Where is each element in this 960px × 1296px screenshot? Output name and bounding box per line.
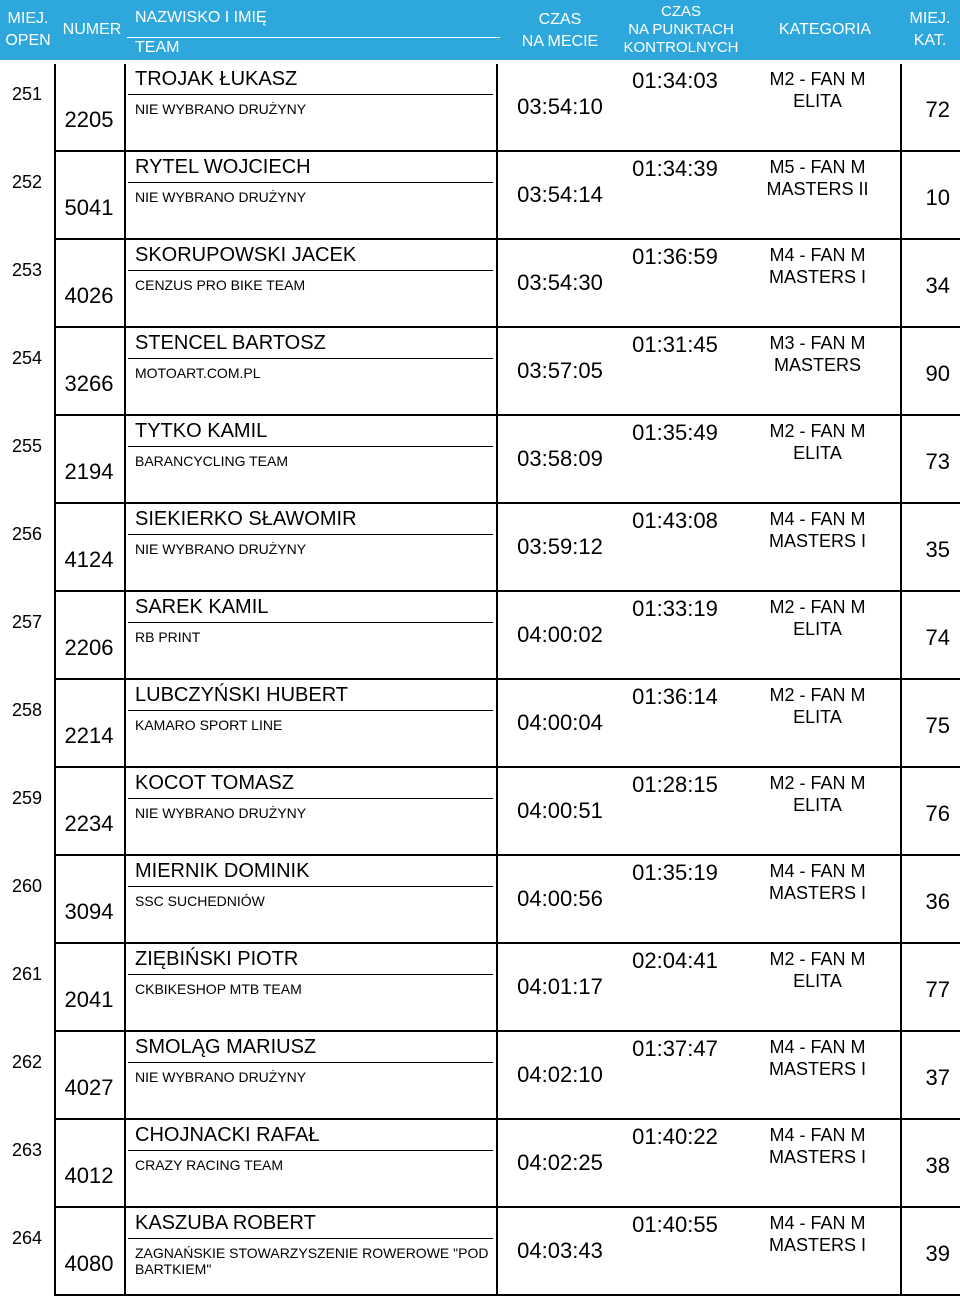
category-position: 39 xyxy=(925,1241,950,1266)
race-number: 2194 xyxy=(64,459,114,484)
table-row xyxy=(0,1208,960,1296)
rider-name: SIEKIERKO SŁAWOMIR xyxy=(135,508,357,530)
category-class: ELITA xyxy=(793,619,842,639)
row-position: 259 xyxy=(11,788,43,808)
border-name-team xyxy=(128,1150,493,1151)
category-code xyxy=(735,1124,900,1168)
rider-name: KASZUBA ROBERT xyxy=(135,1212,316,1234)
header-time-line1: CZAS xyxy=(538,11,582,28)
border-name-team xyxy=(128,446,493,447)
race-number: 4124 xyxy=(64,547,114,572)
category-position: 37 xyxy=(925,1065,950,1090)
border-num-name xyxy=(124,856,126,944)
rider-name: STENCEL BARTOSZ xyxy=(135,332,326,354)
header-num-text: NUMER xyxy=(62,21,122,38)
table-row xyxy=(0,944,960,1032)
header-name-text: NAZWISKO I IMIĘ xyxy=(135,9,267,26)
checkpoint-time: 01:35:49 xyxy=(632,420,718,445)
category-group: M4 - FAN M xyxy=(769,1213,866,1233)
finish-time: 04:01:17 xyxy=(517,974,603,999)
category-class: MASTERS xyxy=(773,355,861,375)
border-name-team xyxy=(128,710,493,711)
finish-time: 03:59:12 xyxy=(517,534,603,559)
header-pos-line2: OPEN xyxy=(5,32,51,49)
rider-name: LUBCZYŃSKI HUBERT xyxy=(135,684,349,706)
team-name: MOTOART.COM.PL xyxy=(135,365,261,381)
table-row xyxy=(0,504,960,592)
checkpoint-time: 01:36:59 xyxy=(632,244,718,269)
table-row xyxy=(0,592,960,680)
border-name-time xyxy=(496,856,498,944)
category-code xyxy=(735,68,900,112)
race-number: 4012 xyxy=(64,1163,114,1188)
header-catpos-line2: KAT. xyxy=(913,32,947,49)
table-row xyxy=(0,856,960,944)
header-name xyxy=(127,7,345,29)
category-class: ELITA xyxy=(793,707,842,727)
row-position: 261 xyxy=(11,964,43,984)
category-group: M2 - FAN M xyxy=(769,949,866,969)
category-class: MASTERS I xyxy=(768,1235,866,1255)
border-name-time xyxy=(496,768,498,856)
header-time-line2: NA MECIE xyxy=(521,33,599,50)
checkpoint-time: 01:35:19 xyxy=(632,860,718,885)
border-name-team xyxy=(128,534,493,535)
rider-name: TROJAK ŁUKASZ xyxy=(135,68,298,90)
category-code xyxy=(735,508,900,552)
race-number: 3266 xyxy=(64,371,114,396)
category-position: 36 xyxy=(925,889,950,914)
border-name-team xyxy=(128,94,493,95)
border-num-name xyxy=(124,416,126,504)
category-class: ELITA xyxy=(793,443,842,463)
row-position: 251 xyxy=(11,84,43,104)
checkpoint-time: 01:33:19 xyxy=(632,596,718,621)
category-position: 10 xyxy=(925,185,950,210)
race-number: 4027 xyxy=(64,1075,114,1100)
border-name-time xyxy=(496,1208,498,1296)
border-num-name xyxy=(124,768,126,856)
header-finish-time xyxy=(500,9,620,53)
race-number: 5041 xyxy=(64,195,114,220)
border-num-name xyxy=(124,1208,126,1296)
category-group: M4 - FAN M xyxy=(769,509,866,529)
rider-name: CHOJNACKI RAFAŁ xyxy=(135,1124,320,1146)
header-number xyxy=(56,19,128,41)
team-name: BARANCYCLING TEAM xyxy=(135,453,288,469)
border-name-time xyxy=(496,416,498,504)
table-header xyxy=(0,0,960,60)
category-position: 35 xyxy=(925,537,950,562)
table-row xyxy=(0,240,960,328)
finish-time: 04:03:43 xyxy=(517,1238,603,1263)
row-position: 254 xyxy=(11,348,43,368)
team-name: NIE WYBRANO DRUŻYNY xyxy=(135,541,307,557)
rider-name: RYTEL WOJCIECH xyxy=(135,156,311,178)
team-name: NIE WYBRANO DRUŻYNY xyxy=(135,805,307,821)
border-name-time xyxy=(496,328,498,416)
border-name-team xyxy=(128,358,493,359)
category-code xyxy=(735,1036,900,1080)
border-num-name xyxy=(124,504,126,592)
row-position: 262 xyxy=(11,1052,43,1072)
team-name: NIE WYBRANO DRUŻYNY xyxy=(135,101,307,117)
checkpoint-time: 01:40:22 xyxy=(632,1124,718,1149)
category-group: M5 - FAN M xyxy=(769,157,866,177)
border-name-team xyxy=(128,1062,493,1063)
finish-time: 04:02:10 xyxy=(517,1062,603,1087)
team-name: RB PRINT xyxy=(135,629,201,645)
border-name-time xyxy=(496,1032,498,1120)
row-position: 257 xyxy=(11,612,43,632)
category-group: M3 - FAN M xyxy=(769,333,866,353)
category-code xyxy=(735,684,900,728)
header-cp-line3: KONTROLNYCH xyxy=(623,39,739,56)
header-category-text: KATEGORIA xyxy=(778,21,872,38)
category-group: M4 - FAN M xyxy=(769,1037,866,1057)
team-name: NIE WYBRANO DRUŻYNY xyxy=(135,189,307,205)
category-group: M4 - FAN M xyxy=(769,1125,866,1145)
table-row xyxy=(0,152,960,240)
table-row xyxy=(0,64,960,152)
category-code xyxy=(735,244,900,288)
rider-name: KOCOT TOMASZ xyxy=(135,772,294,794)
border-name-team xyxy=(128,270,493,271)
category-code xyxy=(735,1212,900,1256)
table-row xyxy=(0,416,960,504)
rider-name: SAREK KAMIL xyxy=(135,596,269,618)
table-row xyxy=(0,768,960,856)
checkpoint-time: 01:31:45 xyxy=(632,332,718,357)
category-code xyxy=(735,420,900,464)
category-class: ELITA xyxy=(793,971,842,991)
finish-time: 03:58:09 xyxy=(517,446,603,471)
rider-name: SMOLĄG MARIUSZ xyxy=(135,1036,317,1058)
border-name-time xyxy=(496,64,498,152)
rider-name: TYTKO KAMIL xyxy=(135,420,268,442)
border-name-team xyxy=(128,974,493,975)
rider-name: MIERNIK DOMINIK xyxy=(135,860,310,882)
category-class: MASTERS I xyxy=(768,883,866,903)
finish-time: 03:57:05 xyxy=(517,358,603,383)
border-num-name xyxy=(124,328,126,416)
border-name-team xyxy=(128,622,493,623)
category-position: 34 xyxy=(925,273,950,298)
category-group: M4 - FAN M xyxy=(769,861,866,881)
finish-time: 04:00:02 xyxy=(517,622,603,647)
checkpoint-time: 01:28:15 xyxy=(632,772,718,797)
category-code xyxy=(735,948,900,992)
category-group: M2 - FAN M xyxy=(769,69,866,89)
category-group: M2 - FAN M xyxy=(769,421,866,441)
header-cp-line2: NA PUNKTACH xyxy=(628,21,734,38)
team-name: CENZUS PRO BIKE TEAM xyxy=(135,277,306,293)
border-num-name xyxy=(124,592,126,680)
race-number: 2214 xyxy=(64,723,114,748)
border-name-team xyxy=(128,886,493,887)
border-name-time xyxy=(496,680,498,768)
header-team xyxy=(127,37,235,59)
category-class: MASTERS I xyxy=(768,1147,866,1167)
category-class: MASTERS I xyxy=(768,1059,866,1079)
finish-time: 03:54:14 xyxy=(517,182,603,207)
team-name: NIE WYBRANO DRUŻYNY xyxy=(135,1069,307,1085)
category-position: 74 xyxy=(925,625,950,650)
race-number: 3094 xyxy=(64,899,114,924)
race-number: 4080 xyxy=(64,1251,114,1276)
row-position: 252 xyxy=(11,172,43,192)
border-num-name xyxy=(124,1120,126,1208)
race-number: 2206 xyxy=(64,635,114,660)
category-class: MASTERS I xyxy=(768,267,866,287)
finish-time: 03:54:10 xyxy=(517,94,603,119)
row-position: 255 xyxy=(11,436,43,456)
row-position: 260 xyxy=(11,876,43,896)
row-position: 256 xyxy=(11,524,43,544)
border-num-name xyxy=(124,240,126,328)
table-row xyxy=(0,328,960,416)
header-position-open xyxy=(0,8,56,52)
category-position: 76 xyxy=(925,801,950,826)
team-name: ZAGNAŃSKIE STOWARZYSZENIE ROWEROWE "POD BARTKIEM" xyxy=(135,1245,489,1277)
row-position: 264 xyxy=(11,1228,43,1248)
race-number: 2205 xyxy=(64,107,114,132)
checkpoint-time: 02:04:41 xyxy=(632,948,718,973)
row-position: 263 xyxy=(11,1140,43,1160)
table-row xyxy=(0,680,960,768)
finish-time: 04:00:56 xyxy=(517,886,603,911)
team-name: CKBIKESHOP MTB TEAM xyxy=(135,981,302,997)
header-cp-line1: CZAS xyxy=(660,3,701,20)
header-category-position xyxy=(900,8,960,52)
border-name-team xyxy=(128,182,493,183)
border-num-name xyxy=(124,1032,126,1120)
race-number: 2041 xyxy=(64,987,114,1012)
border-name-time xyxy=(496,504,498,592)
category-group: M4 - FAN M xyxy=(769,245,866,265)
table-row xyxy=(0,1032,960,1120)
rider-name: ZIĘBIŃSKI PIOTR xyxy=(135,948,299,970)
category-code xyxy=(735,596,900,640)
header-checkpoint-time xyxy=(615,3,747,57)
header-catpos-line1: MIEJ. xyxy=(909,10,951,27)
checkpoint-time: 01:34:03 xyxy=(632,68,718,93)
category-code xyxy=(735,156,900,200)
category-class: ELITA xyxy=(793,795,842,815)
border-name-time xyxy=(496,152,498,240)
category-class: MASTERS I xyxy=(768,531,866,551)
row-position: 253 xyxy=(11,260,43,280)
category-code xyxy=(735,860,900,904)
rider-name: SKORUPOWSKI JACEK xyxy=(135,244,357,266)
checkpoint-time: 01:43:08 xyxy=(632,508,718,533)
category-class: MASTERS II xyxy=(766,179,869,199)
border-num-name xyxy=(124,680,126,768)
race-number: 4026 xyxy=(64,283,114,308)
finish-time: 03:54:30 xyxy=(517,270,603,295)
row-position: 258 xyxy=(11,700,43,720)
border-name-time xyxy=(496,592,498,680)
finish-time: 04:02:25 xyxy=(517,1150,603,1175)
category-position: 72 xyxy=(925,97,950,122)
border-num-name xyxy=(124,64,126,152)
category-class: ELITA xyxy=(793,91,842,111)
category-code xyxy=(735,332,900,376)
checkpoint-time: 01:36:14 xyxy=(632,684,718,709)
checkpoint-time: 01:40:55 xyxy=(632,1212,718,1237)
category-group: M2 - FAN M xyxy=(769,685,866,705)
checkpoint-time: 01:34:39 xyxy=(632,156,718,181)
category-group: M2 - FAN M xyxy=(769,773,866,793)
border-name-team xyxy=(128,1238,493,1239)
border-num-name xyxy=(124,944,126,1032)
border-num-name xyxy=(124,152,126,240)
category-position: 77 xyxy=(925,977,950,1002)
category-code xyxy=(735,772,900,816)
finish-time: 04:00:04 xyxy=(517,710,603,735)
finish-time: 04:00:51 xyxy=(517,798,603,823)
table-row xyxy=(0,1120,960,1208)
header-team-text: TEAM xyxy=(135,39,180,56)
category-position: 75 xyxy=(925,713,950,738)
header-pos-line1: MIEJ. xyxy=(7,10,49,27)
team-name: CRAZY RACING TEAM xyxy=(135,1157,284,1173)
team-name: SSC SUCHEDNIÓW xyxy=(135,893,265,909)
category-group: M2 - FAN M xyxy=(769,597,866,617)
header-category xyxy=(745,19,905,41)
category-position: 73 xyxy=(925,449,950,474)
border-name-team xyxy=(128,798,493,799)
border-name-time xyxy=(496,1120,498,1208)
border-name-time xyxy=(496,944,498,1032)
checkpoint-time: 01:37:47 xyxy=(632,1036,718,1061)
border-name-time xyxy=(496,240,498,328)
team-name: KAMARO SPORT LINE xyxy=(135,717,283,733)
category-position: 38 xyxy=(925,1153,950,1178)
race-number: 2234 xyxy=(64,811,114,836)
category-position: 90 xyxy=(925,361,950,386)
